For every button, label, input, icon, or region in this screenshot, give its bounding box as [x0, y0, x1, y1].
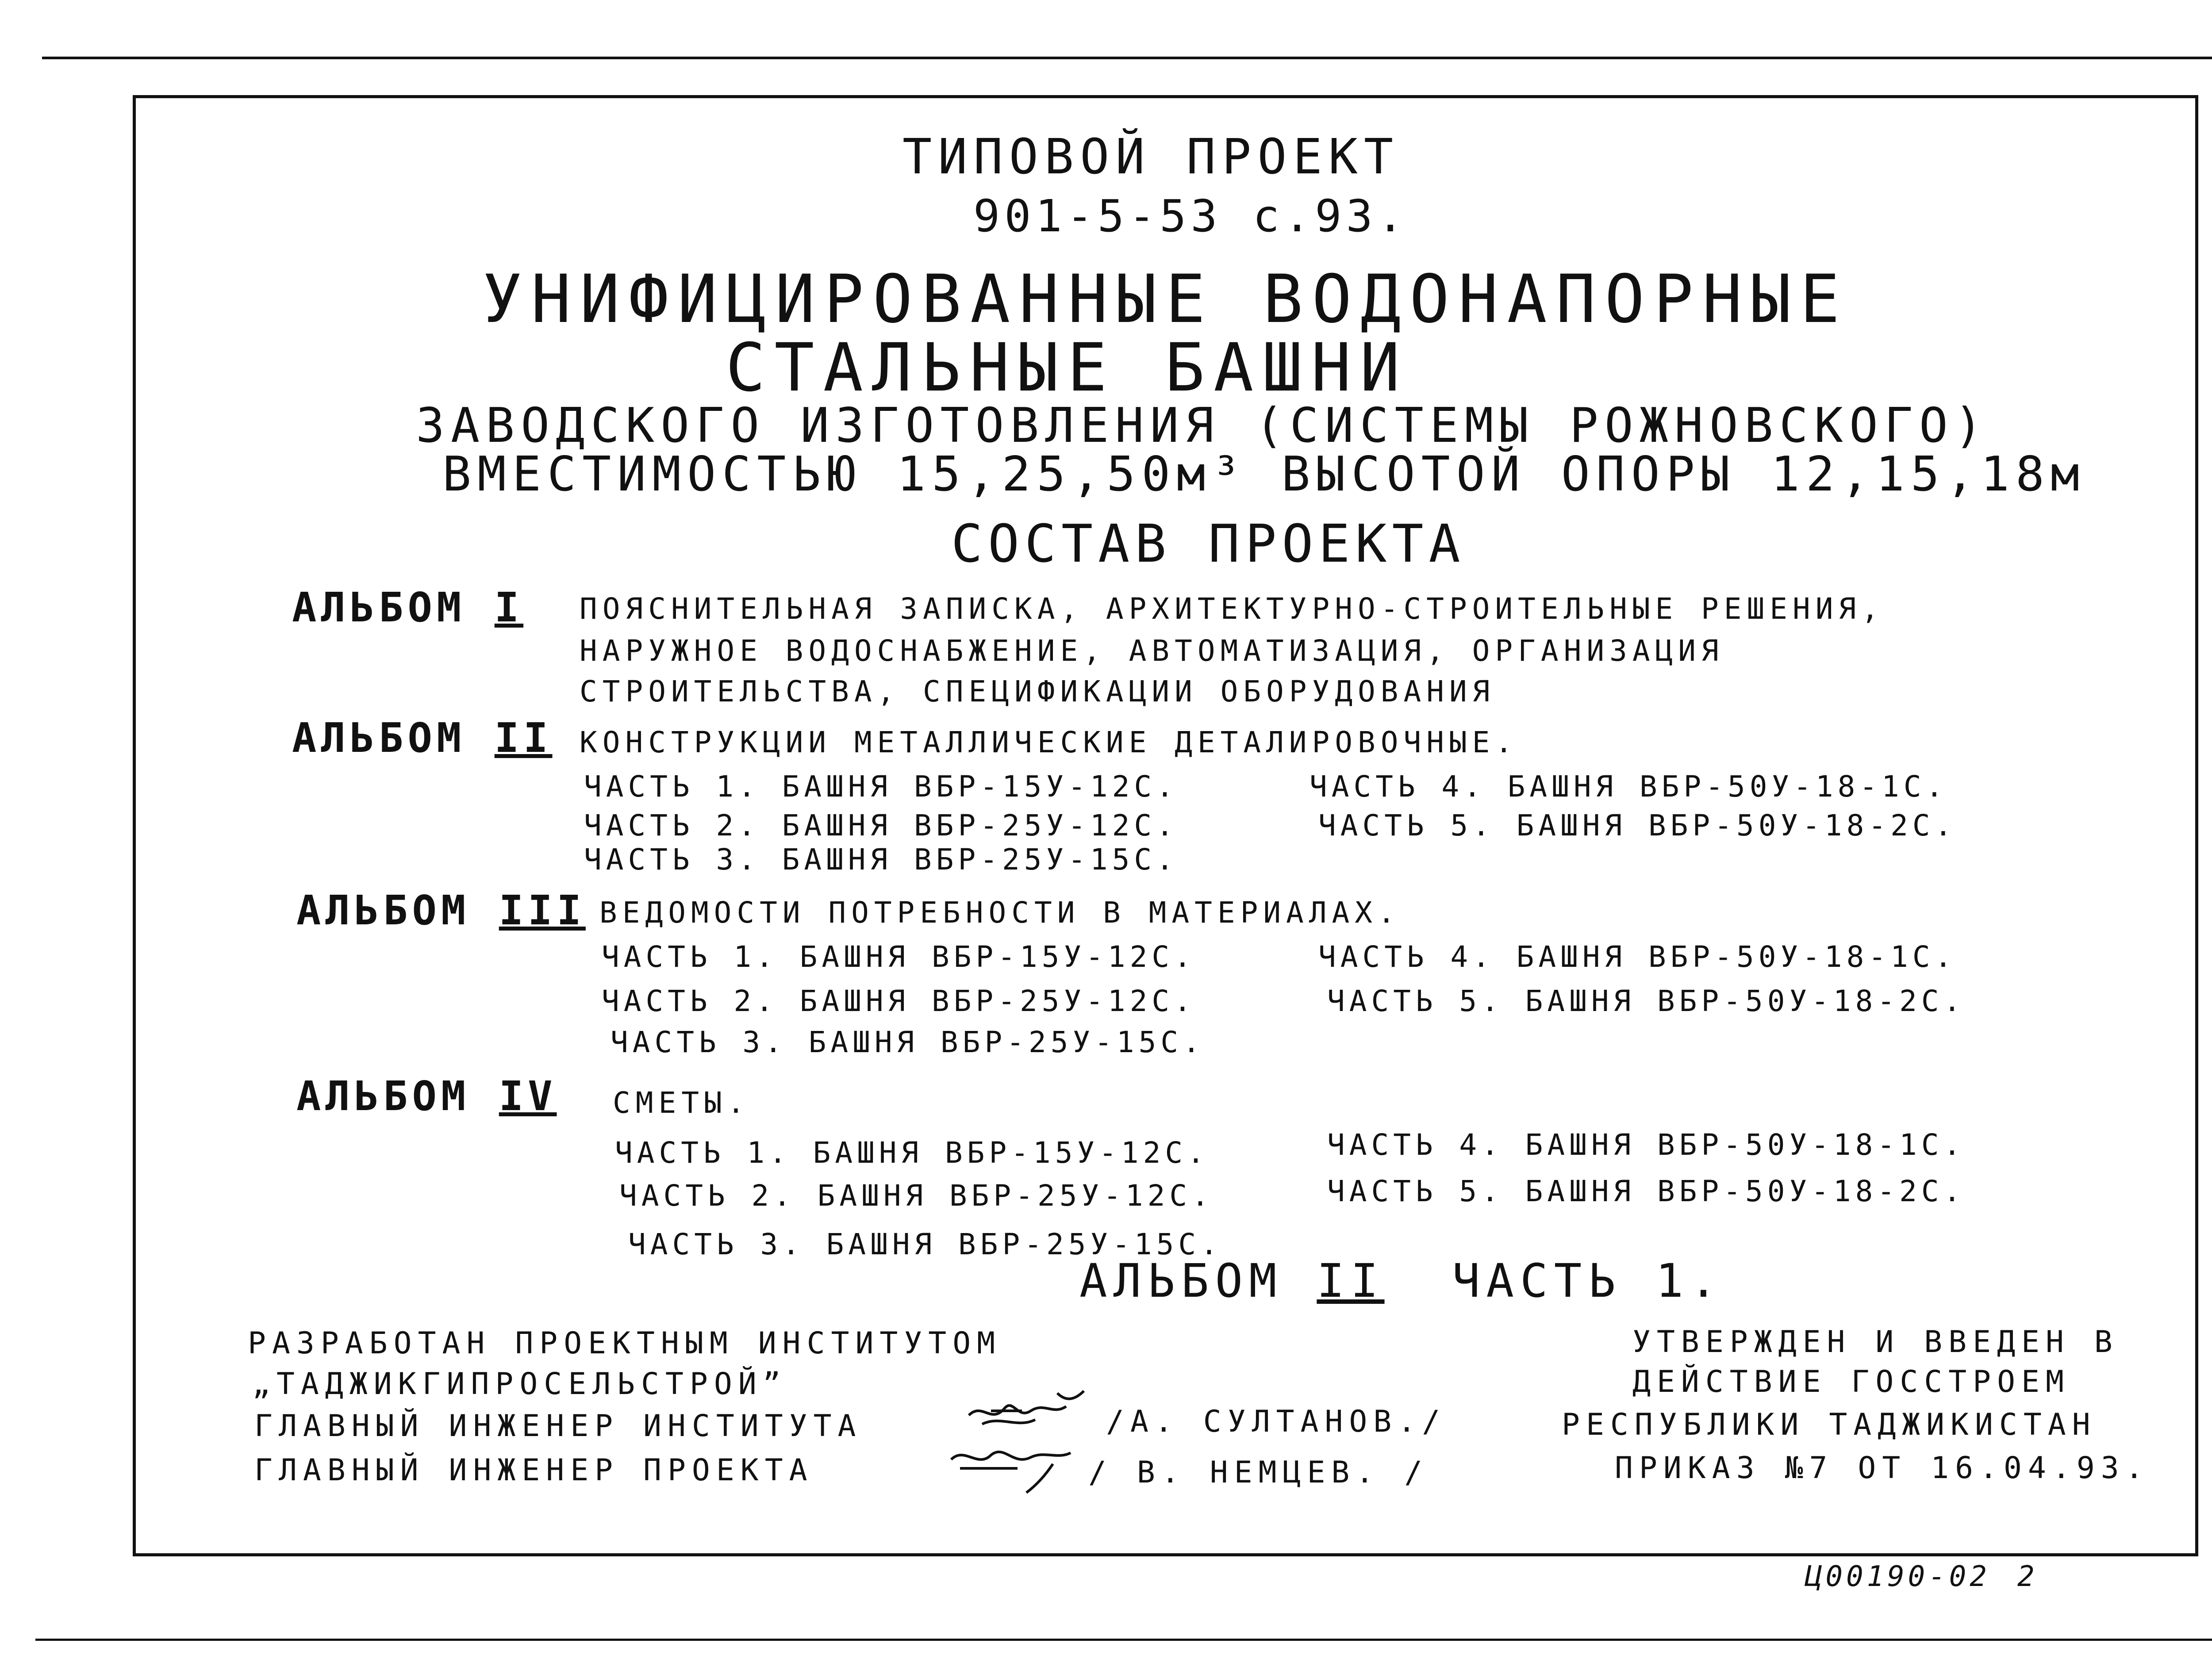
title-line1: УНИФИЦИРОВАННЫЕ ВОДОНАПОРНЫЕ — [482, 261, 1849, 338]
album-3-part4: ЧАСТЬ 4. БАШНЯ ВБР-50У-18-1С. — [1318, 940, 1957, 974]
album-2-label: АЛЬБОМ II — [292, 714, 553, 762]
album-3-part1: ЧАСТЬ 1. БАШНЯ ВБР-15У-12С. — [602, 940, 1196, 974]
developer-role1: ГЛАВНЫЙ ИНЖЕНЕР ИНСТИТУТА — [254, 1409, 862, 1444]
album-2-part2: ЧАСТЬ 2. БАШНЯ ВБР-25У-12С. — [584, 808, 1178, 843]
page-number: 2 — [2017, 1560, 2038, 1593]
developer-institute: „ТАДЖИКГИПРОСЕЛЬСТРОЙ” — [252, 1367, 787, 1402]
album-1-line2: НАРУЖНОЕ ВОДОСНАБЖЕНИЕ, АВТОМАТИЗАЦИЯ, ОРГАНИЗАЦИЯ — [580, 634, 1724, 668]
bottom-rule — [35, 1639, 2212, 1641]
top-rule — [42, 57, 2212, 59]
album-1-line3: СТРОИТЕЛЬСТВА, СПЕЦИФИКАЦИИ ОБОРУДОВАНИЯ — [580, 674, 1495, 709]
album-4-part3: ЧАСТЬ 3. БАШНЯ ВБР-25У-15С. — [628, 1227, 1222, 1261]
header-line1: ТИПОВОЙ ПРОЕКТ — [902, 128, 1400, 185]
developer-name1: /А. СУЛТАНОВ./ — [1106, 1404, 1447, 1439]
developer-role2: ГЛАВНЫЙ ИНЖЕНЕР ПРОЕКТА — [254, 1453, 814, 1488]
album-1-label: АЛЬБОМ I — [292, 584, 524, 631]
album-4-part2: ЧАСТЬ 2. БАШНЯ ВБР-25У-12С. — [619, 1179, 1214, 1213]
approval-line3: РЕСПУБЛИКИ ТАДЖИКИСТАН — [1562, 1407, 2097, 1442]
developer-line1: РАЗРАБОТАН ПРОЕКТНЫМ ИНСТИТУТОМ — [248, 1326, 1002, 1361]
document-code: Ц00190-02 — [1805, 1560, 1990, 1593]
title-line2: СТАЛЬНЫЕ БАШНИ — [726, 329, 1409, 406]
title-line3: ЗАВОДСКОГО ИЗГОТОВЛЕНИЯ (СИСТЕМЫ РОЖНОВСКОГО) — [416, 398, 1989, 453]
album-3-part2: ЧАСТЬ 2. БАШНЯ ВБР-25У-12С. — [602, 984, 1196, 1018]
approval-order: ПРИКАЗ №7 ОТ 16.04.93. — [1615, 1451, 2150, 1486]
album-4-part4: ЧАСТЬ 4. БАШНЯ ВБР-50У-18-1С. — [1327, 1128, 1966, 1162]
album-4-label: АЛЬБОМ IV — [296, 1073, 557, 1120]
album-3-label: АЛЬБОМ III — [296, 887, 586, 934]
current-album: АЛЬБОМ II ЧАСТЬ 1. — [1079, 1254, 1724, 1308]
album-4-part5: ЧАСТЬ 5. БАШНЯ ВБР-50У-18-2С. — [1327, 1174, 1966, 1208]
title-line4: ВМЕСТИМОСТЬЮ 15,25,50м³ ВЫСОТОЙ ОПОРЫ 12,15,18м — [442, 447, 2086, 502]
album-3-line1: ВЕДОМОСТИ ПОТРЕБНОСТИ В МАТЕРИАЛАХ. — [599, 896, 1401, 930]
album-2-part5: ЧАСТЬ 5. БАШНЯ ВБР-50У-18-2С. — [1318, 808, 1957, 843]
composition-heading: СОСТАВ ПРОЕКТА — [951, 513, 1466, 574]
signature-chief-project — [947, 1433, 1079, 1495]
album-2-line1: КОНСТРУКЦИИ МЕТАЛЛИЧЕСКИЕ ДЕТАЛИРОВОЧНЫЕ. — [580, 725, 1518, 759]
album-4-line1: СМЕТЫ. — [613, 1086, 750, 1120]
header-project-number: 901-5-53 с.93. — [973, 190, 1408, 242]
album-2-part4: ЧАСТЬ 4. БАШНЯ ВБР-50У-18-1С. — [1310, 770, 1948, 804]
approval-line2: ДЕЙСТВИЕ ГОССТРОЕМ — [1632, 1364, 2070, 1399]
album-3-part3: ЧАСТЬ 3. БАШНЯ ВБР-25У-15С. — [611, 1025, 1205, 1059]
approval-line1: УТВЕРЖДЕН И ВВЕДЕН В — [1632, 1325, 2119, 1360]
album-4-part1: ЧАСТЬ 1. БАШНЯ ВБР-15У-12С. — [615, 1136, 1209, 1170]
album-2-part1: ЧАСТЬ 1. БАШНЯ ВБР-15У-12С. — [584, 770, 1178, 804]
developer-name2: / В. НЕМЦЕВ. / — [1088, 1455, 1429, 1490]
album-1-line1: ПОЯСНИТЕЛЬНАЯ ЗАПИСКА, АРХИТЕКТУРНО-СТРОИТЕЛЬНЫЕ РЕШЕНИЯ, — [580, 592, 1884, 626]
album-3-part5: ЧАСТЬ 5. БАШНЯ ВБР-50У-18-2С. — [1327, 984, 1966, 1018]
album-2-part3: ЧАСТЬ 3. БАШНЯ ВБР-25У-15С. — [584, 843, 1178, 877]
